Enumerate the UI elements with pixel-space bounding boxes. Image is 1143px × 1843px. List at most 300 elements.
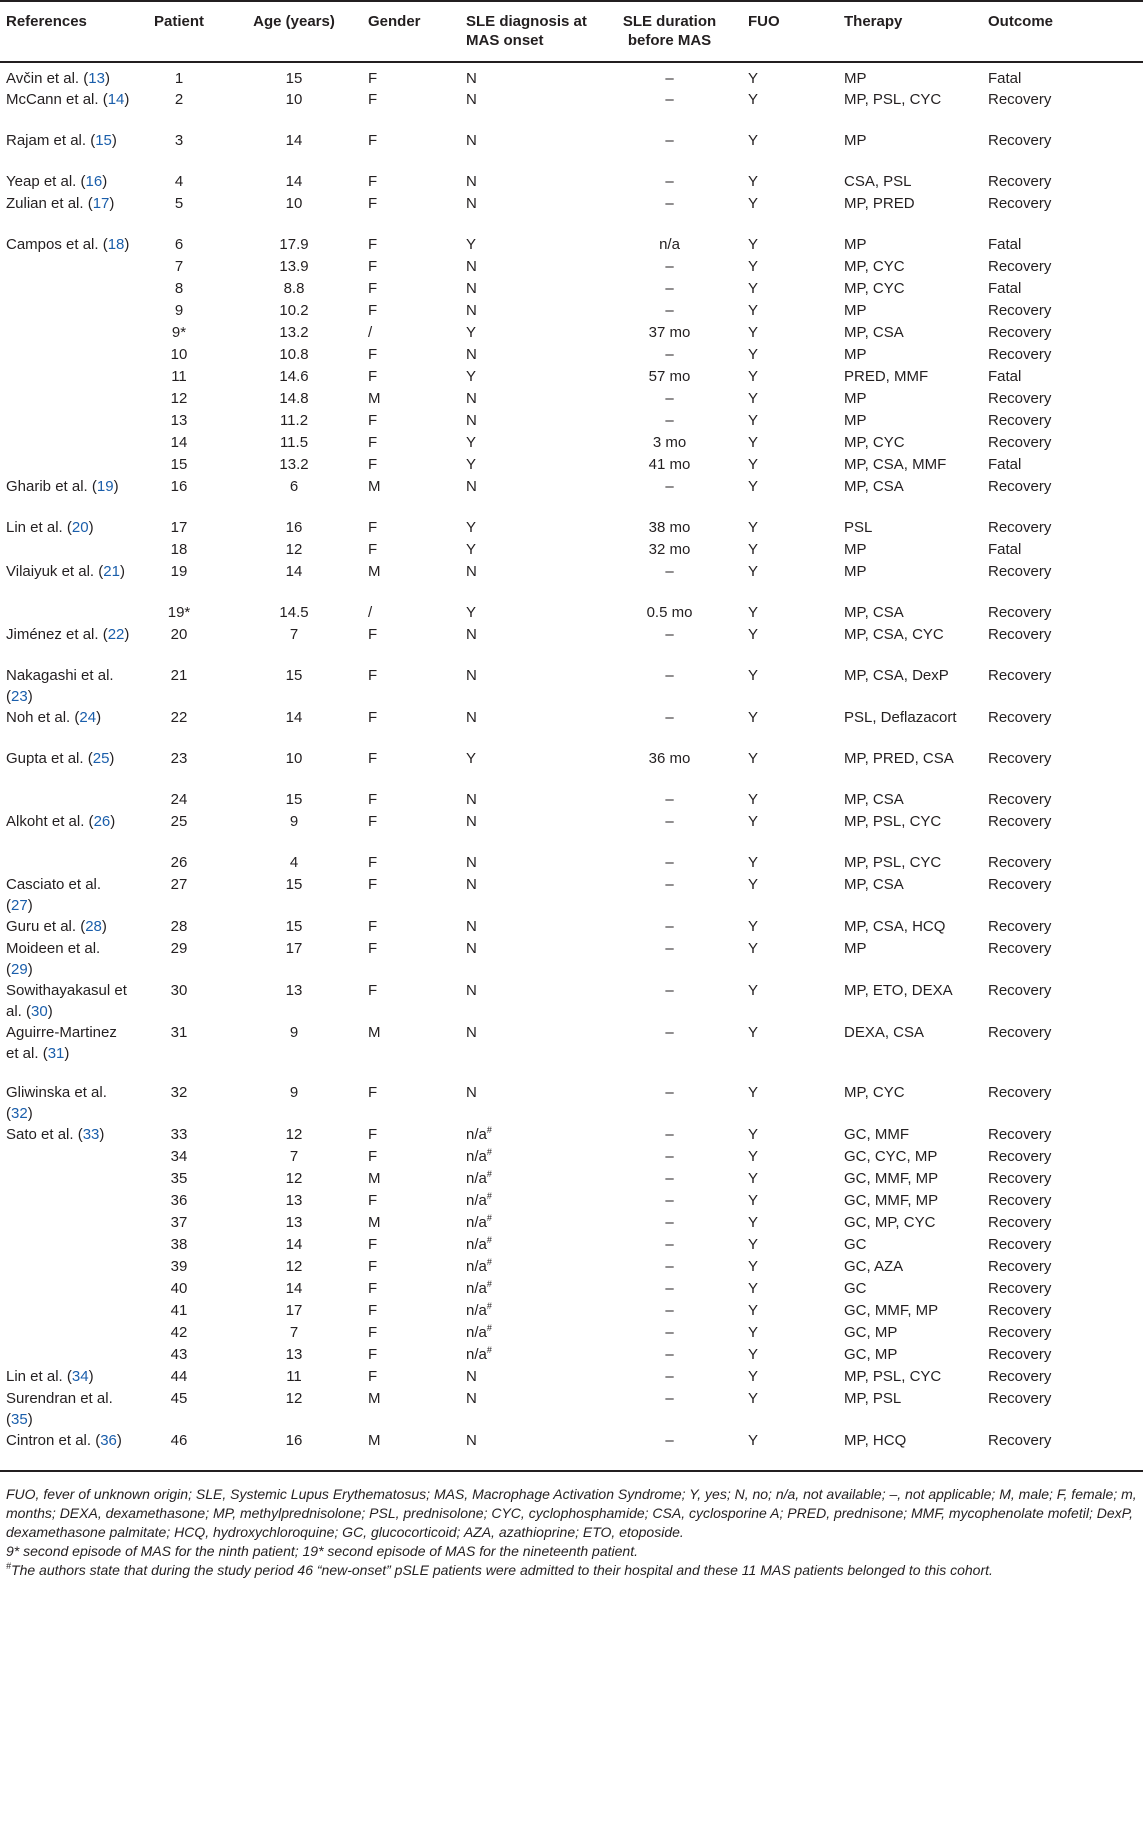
cell-therapy: MP xyxy=(844,541,867,558)
cell-gender: F xyxy=(368,1192,378,1209)
cell-sle-diagnosis xyxy=(462,366,595,388)
cell-therapy: MP, ETO, DEXA xyxy=(844,982,953,999)
cell-therapy: MP, CSA xyxy=(844,791,904,808)
cell-therapy: MP, CSA xyxy=(844,478,904,495)
cell-patient: 14 xyxy=(170,434,188,451)
sle-diagnosis-value: N xyxy=(466,626,477,643)
cell-sle-duration: – xyxy=(665,982,674,999)
cell-therapy: MP, CSA xyxy=(844,604,904,621)
cell-fuo: Y xyxy=(748,1214,759,1231)
cell-patient: 44 xyxy=(170,1368,188,1385)
cell-sle-diagnosis xyxy=(462,517,595,539)
sle-diagnosis-value: n/a xyxy=(466,1214,487,1231)
table-row xyxy=(0,278,1143,300)
cell-reference: Alkoht et al. (26) xyxy=(6,813,116,830)
table-row xyxy=(0,454,1143,476)
reference-authors: Sowithayakasul et al. xyxy=(6,982,127,1020)
reference-citation-link: 16 xyxy=(85,173,103,190)
table-row xyxy=(0,89,1143,130)
sle-diagnosis-value: Y xyxy=(466,519,477,536)
cell-outcome: Recovery xyxy=(988,1236,1052,1253)
cell-outcome: Recovery xyxy=(988,709,1052,726)
table-row xyxy=(0,980,1143,1022)
cell-reference: Nakagashi et al. (23) xyxy=(6,667,114,705)
cell-fuo: Y xyxy=(748,541,759,558)
cell-outcome: Recovery xyxy=(988,324,1052,341)
sle-diagnosis-value: N xyxy=(466,1432,477,1449)
cell-therapy: GC, MP xyxy=(844,1324,898,1341)
cell-sle-diagnosis xyxy=(462,1366,595,1388)
cell-patient: 6 xyxy=(174,236,184,253)
cell-reference: Sowithayakasul et al. (30) xyxy=(6,982,127,1020)
sle-diagnosis-value: Y xyxy=(466,541,477,558)
sle-diagnosis-value: n/a xyxy=(466,1302,487,1319)
cell-gender: M xyxy=(368,563,381,580)
cell-reference: Aguirre-Martinez et al. (31) xyxy=(6,1024,117,1062)
footnote-mark: # xyxy=(486,1235,492,1245)
reference-authors: Cintron et al. xyxy=(6,1432,92,1449)
cell-sle-diagnosis xyxy=(462,980,595,1022)
cell-reference: McCann et al. (14) xyxy=(6,91,130,108)
cell-therapy: MP, CYC xyxy=(844,280,905,297)
cell-reference xyxy=(0,1344,134,1366)
cell-outcome: Recovery xyxy=(988,918,1052,935)
cell-outcome: Recovery xyxy=(988,132,1052,149)
cell-sle-diagnosis xyxy=(462,1146,595,1168)
cell-outcome: Recovery xyxy=(988,390,1052,407)
cell-patient: 19 xyxy=(170,563,188,580)
cell-gender: F xyxy=(368,667,378,684)
table-footnotes xyxy=(0,1472,1143,1580)
cell-sle-duration: – xyxy=(665,709,674,726)
sle-diagnosis-value: N xyxy=(466,70,477,87)
cell-therapy: MP, PSL, CYC xyxy=(844,854,942,871)
cell-age: 14 xyxy=(285,1280,303,1297)
reference-authors: Gharib et al. xyxy=(6,478,88,495)
cell-age: 9 xyxy=(289,1024,299,1041)
reference-citation-link: 25 xyxy=(92,750,110,767)
reference-authors: Yeap et al. xyxy=(6,173,77,190)
cell-age: 8.8 xyxy=(283,280,305,297)
header-references: References xyxy=(0,1,134,62)
cell-age: 7 xyxy=(289,1324,299,1341)
cell-sle-duration: 0.5 mo xyxy=(646,604,693,621)
cell-reference xyxy=(0,256,134,278)
cell-sle-diagnosis xyxy=(462,171,595,193)
cell-sle-diagnosis xyxy=(462,89,595,130)
table-row xyxy=(0,1212,1143,1234)
cell-fuo: Y xyxy=(748,709,759,726)
reference-citation-link: 28 xyxy=(85,918,102,935)
cell-sle-diagnosis xyxy=(462,476,595,517)
cell-sle-diagnosis xyxy=(462,410,595,432)
cell-therapy: GC xyxy=(844,1280,867,1297)
reference-authors: Rajam et al. xyxy=(6,132,87,149)
cell-outcome: Recovery xyxy=(988,563,1052,580)
cell-age: 15 xyxy=(285,70,303,87)
cell-reference xyxy=(0,852,134,874)
cell-fuo: Y xyxy=(748,1390,759,1407)
cell-sle-diagnosis xyxy=(462,1388,595,1430)
cell-outcome: Recovery xyxy=(988,982,1052,999)
table-row xyxy=(0,1430,1143,1471)
cell-sle-diagnosis xyxy=(462,602,595,624)
cell-reference xyxy=(0,1146,134,1168)
cell-therapy: MP, CYC xyxy=(844,1084,905,1101)
header-sle-duration: SLE duration before MAS xyxy=(595,1,744,62)
cell-reference xyxy=(0,278,134,300)
cell-age: 7 xyxy=(289,1148,299,1165)
reference-authors: Alkoht et al. xyxy=(6,813,85,830)
table-row xyxy=(0,300,1143,322)
cell-outcome: Fatal xyxy=(988,280,1022,297)
cell-age: 4 xyxy=(289,854,299,871)
cell-gender: F xyxy=(368,412,378,429)
sle-diagnosis-value: N xyxy=(466,258,477,275)
sle-diagnosis-value: N xyxy=(466,195,477,212)
reference-citation-link: 34 xyxy=(71,1368,89,1385)
cell-sle-duration: – xyxy=(665,854,674,871)
cell-outcome: Recovery xyxy=(988,195,1052,212)
cell-patient: 16 xyxy=(170,478,188,495)
cell-gender: F xyxy=(368,918,378,935)
cell-age: 15 xyxy=(285,918,303,935)
cell-age: 11.2 xyxy=(279,412,309,429)
cell-gender: F xyxy=(368,195,378,212)
cell-gender: F xyxy=(368,236,378,253)
cell-therapy: MP, CSA, HCQ xyxy=(844,918,946,935)
cell-age: 16 xyxy=(285,519,303,536)
cell-outcome: Recovery xyxy=(988,667,1052,684)
cell-gender: F xyxy=(368,280,378,297)
cell-patient: 20 xyxy=(170,626,188,643)
cell-fuo: Y xyxy=(748,626,759,643)
cell-gender: F xyxy=(368,1126,378,1143)
cell-fuo: Y xyxy=(748,258,759,275)
reference-authors: Zulian et al. xyxy=(6,195,84,212)
cell-sle-diagnosis xyxy=(462,300,595,322)
cell-age: 9 xyxy=(289,1084,299,1101)
cell-reference: Avčin et al. (13) xyxy=(6,70,110,87)
cell-age: 11 xyxy=(286,1368,302,1385)
sle-diagnosis-value: N xyxy=(466,854,477,871)
reference-citation-link: 32 xyxy=(11,1105,28,1122)
cell-outcome: Recovery xyxy=(988,1084,1052,1101)
cell-sle-duration: – xyxy=(665,1148,674,1165)
sle-diagnosis-value: N xyxy=(466,390,477,407)
sle-diagnosis-value: N xyxy=(466,940,477,957)
reference-citation-link: 35 xyxy=(11,1411,28,1428)
reference-citation-link: 33 xyxy=(82,1126,100,1143)
cell-sle-diagnosis xyxy=(462,1212,595,1234)
cell-age: 13.2 xyxy=(279,324,309,341)
cell-outcome: Recovery xyxy=(988,854,1052,871)
reference-authors: Casciato et al. xyxy=(6,876,102,893)
table-row xyxy=(0,811,1143,852)
cell-fuo: Y xyxy=(748,132,759,149)
cell-patient: 25 xyxy=(170,813,188,830)
footnote-hash-mark: # xyxy=(6,1561,12,1571)
table-row xyxy=(0,1300,1143,1322)
cell-outcome: Recovery xyxy=(988,750,1052,767)
cell-fuo: Y xyxy=(748,1126,759,1143)
cell-patient: 1 xyxy=(174,70,184,87)
cell-outcome: Recovery xyxy=(988,1170,1052,1187)
cell-gender: F xyxy=(368,1280,378,1297)
sle-diagnosis-value: Y xyxy=(466,236,477,253)
table-row xyxy=(0,938,1143,980)
cell-sle-diagnosis xyxy=(462,278,595,300)
cell-patient: 5 xyxy=(174,195,184,212)
cell-reference xyxy=(0,322,134,344)
cell-therapy: MP, CSA, MMF xyxy=(844,456,947,473)
cell-therapy: MP, CYC xyxy=(844,434,905,451)
cell-sle-diagnosis xyxy=(462,561,595,602)
cell-patient: 4 xyxy=(174,173,184,190)
cell-gender: F xyxy=(368,1346,378,1363)
header-sle-diagnosis: SLE diagnosis at MAS onset xyxy=(462,1,595,62)
cell-patient: 31 xyxy=(170,1024,188,1041)
cell-sle-duration: – xyxy=(665,563,674,580)
cell-reference xyxy=(0,1190,134,1212)
cell-sle-duration: – xyxy=(665,918,674,935)
cell-outcome: Recovery xyxy=(988,258,1052,275)
cell-sle-duration: – xyxy=(665,195,674,212)
cell-therapy: MP, CYC xyxy=(844,258,905,275)
cell-patient: 3 xyxy=(174,132,184,149)
reference-citation-link: 26 xyxy=(93,813,111,830)
cell-sle-diagnosis xyxy=(462,1234,595,1256)
cell-reference xyxy=(0,1168,134,1190)
reference-citation-link: 19 xyxy=(96,478,114,495)
cell-outcome: Recovery xyxy=(988,1390,1052,1407)
table-row xyxy=(0,432,1143,454)
cell-sle-duration: 38 mo xyxy=(648,519,691,536)
sle-diagnosis-value: N xyxy=(466,813,477,830)
cell-fuo: Y xyxy=(748,390,759,407)
table-row xyxy=(0,410,1143,432)
cell-therapy: PSL, Deflazacort xyxy=(844,709,957,726)
cell-patient: 22 xyxy=(170,709,188,726)
cell-patient: 42 xyxy=(170,1324,188,1341)
cell-fuo: Y xyxy=(748,854,759,871)
cell-sle-diagnosis xyxy=(462,1190,595,1212)
cell-outcome: Recovery xyxy=(988,346,1052,363)
cell-therapy: MP, PSL xyxy=(844,1390,902,1407)
cell-patient: 10 xyxy=(170,346,188,363)
cell-patient: 9 xyxy=(174,302,184,319)
sle-diagnosis-value: N xyxy=(466,876,477,893)
cell-outcome: Fatal xyxy=(988,368,1022,385)
cell-reference: Lin et al. (34) xyxy=(6,1368,94,1385)
cell-reference xyxy=(0,1322,134,1344)
sle-diagnosis-value: N xyxy=(466,1024,477,1041)
table-row xyxy=(0,344,1143,366)
table-row xyxy=(0,789,1143,811)
reference-authors: Sato et al. xyxy=(6,1126,74,1143)
cell-therapy: GC, CYC, MP xyxy=(844,1148,938,1165)
cell-patient: 46 xyxy=(170,1432,188,1449)
header-patient: Patient xyxy=(134,1,224,62)
cell-sle-diagnosis xyxy=(462,938,595,980)
cell-reference xyxy=(0,388,134,410)
sle-diagnosis-value: N xyxy=(466,173,477,190)
cell-patient: 35 xyxy=(170,1170,188,1187)
table-row xyxy=(0,1190,1143,1212)
table-row xyxy=(0,1278,1143,1300)
cell-sle-duration: – xyxy=(665,1258,674,1275)
sle-diagnosis-value: Y xyxy=(466,456,477,473)
cell-therapy: MP, HCQ xyxy=(844,1432,907,1449)
cell-sle-diagnosis xyxy=(462,1168,595,1190)
sle-diagnosis-value: N xyxy=(466,412,477,429)
table-row xyxy=(0,193,1143,234)
cell-fuo: Y xyxy=(748,195,759,212)
cell-reference xyxy=(0,602,134,624)
cell-age: 17 xyxy=(285,1302,303,1319)
cell-age: 17.9 xyxy=(279,236,309,253)
cell-sle-duration: – xyxy=(665,258,674,275)
cell-patient: 17 xyxy=(170,519,188,536)
cell-gender: F xyxy=(368,258,378,275)
cell-gender: M xyxy=(368,1390,381,1407)
cell-patient: 21 xyxy=(170,667,188,684)
cell-sle-diagnosis xyxy=(462,322,595,344)
sle-diagnosis-value: N xyxy=(466,918,477,935)
reference-citation-link: 23 xyxy=(11,688,28,705)
cell-age: 6 xyxy=(289,478,299,495)
cell-reference xyxy=(0,366,134,388)
cell-outcome: Recovery xyxy=(988,173,1052,190)
cell-sle-diagnosis xyxy=(462,62,595,89)
cell-fuo: Y xyxy=(748,813,759,830)
cell-reference: Gharib et al. (19) xyxy=(6,478,119,495)
cell-sle-diagnosis xyxy=(462,388,595,410)
footnote-mark: # xyxy=(486,1125,492,1135)
cell-outcome: Fatal xyxy=(988,70,1022,87)
cell-sle-diagnosis xyxy=(462,624,595,665)
cell-reference: Sato et al. (33) xyxy=(6,1126,105,1143)
cell-reference xyxy=(0,410,134,432)
cell-gender: F xyxy=(368,368,378,385)
cell-gender: F xyxy=(368,346,378,363)
cell-gender: F xyxy=(368,1236,378,1253)
header-gender: Gender xyxy=(364,1,462,62)
cell-outcome: Recovery xyxy=(988,791,1052,808)
cell-sle-duration: – xyxy=(665,1302,674,1319)
table-row xyxy=(0,1124,1143,1146)
header-therapy: Therapy xyxy=(840,1,984,62)
reference-citation-link: 20 xyxy=(71,519,89,536)
cell-therapy: GC, MMF, MP xyxy=(844,1192,939,1209)
cell-age: 13.9 xyxy=(279,258,309,275)
footnote-mark: # xyxy=(486,1213,492,1223)
cell-fuo: Y xyxy=(748,667,759,684)
table-row xyxy=(0,322,1143,344)
table-row xyxy=(0,874,1143,916)
cell-age: 14.6 xyxy=(279,368,309,385)
table-row xyxy=(0,707,1143,748)
cell-patient: 32 xyxy=(170,1084,188,1101)
cell-patient: 39 xyxy=(170,1258,188,1275)
cell-age: 9 xyxy=(289,813,299,830)
cell-sle-duration: – xyxy=(665,1126,674,1143)
cell-fuo: Y xyxy=(748,412,759,429)
footnote-hash-text: The authors state that during the study period 46 “new-onset” pSLE patients were admitted to their hospital and these 11 MAS patients belonged to this cohort. xyxy=(11,1562,993,1578)
cell-sle-diagnosis xyxy=(462,852,595,874)
reference-authors: Jiménez et al. xyxy=(6,626,99,643)
cell-gender: / xyxy=(368,324,373,341)
sle-diagnosis-value: N xyxy=(466,563,477,580)
cell-fuo: Y xyxy=(748,478,759,495)
header-row xyxy=(0,1,1143,62)
cell-sle-diagnosis xyxy=(462,1278,595,1300)
cell-sle-diagnosis xyxy=(462,130,595,171)
table-row xyxy=(0,602,1143,624)
cell-reference xyxy=(0,1212,134,1234)
reference-citation-link: 31 xyxy=(47,1045,65,1062)
cell-reference xyxy=(0,432,134,454)
cell-gender: M xyxy=(368,1214,381,1231)
cell-age: 14 xyxy=(285,709,303,726)
cell-fuo: Y xyxy=(748,1258,759,1275)
cell-sle-duration: – xyxy=(665,1170,674,1187)
cell-therapy: MP, PRED xyxy=(844,195,915,212)
cell-sle-duration: – xyxy=(665,302,674,319)
header-outcome: Outcome xyxy=(984,1,1143,62)
cell-therapy: GC xyxy=(844,1236,867,1253)
cell-reference xyxy=(0,1256,134,1278)
sle-diagnosis-value: N xyxy=(466,1368,477,1385)
cell-therapy: MP xyxy=(844,132,867,149)
footnote-mark: # xyxy=(486,1279,492,1289)
cell-age: 10.2 xyxy=(279,302,309,319)
footnote-second-episode: 9* second episode of MAS for the ninth patient; 19* second episode of MAS for the nineteenth patient. xyxy=(6,1543,638,1559)
cell-sle-diagnosis xyxy=(462,811,595,852)
cell-therapy: MP, PSL, CYC xyxy=(844,813,942,830)
cell-fuo: Y xyxy=(748,368,759,385)
cell-outcome: Fatal xyxy=(988,456,1022,473)
reference-citation-link: 15 xyxy=(95,132,112,149)
cell-sle-duration: – xyxy=(665,626,674,643)
cell-patient: 34 xyxy=(170,1148,188,1165)
cell-fuo: Y xyxy=(748,918,759,935)
cell-fuo: Y xyxy=(748,791,759,808)
cell-outcome: Recovery xyxy=(988,876,1052,893)
cell-reference: Vilaiyuk et al. (21) xyxy=(6,563,125,580)
cell-fuo: Y xyxy=(748,1346,759,1363)
cell-patient: 18 xyxy=(170,541,188,558)
cell-patient: 33 xyxy=(170,1126,188,1143)
cell-age: 12 xyxy=(285,541,303,558)
cell-outcome: Recovery xyxy=(988,1324,1052,1341)
cell-patient: 9* xyxy=(171,324,187,341)
table-row xyxy=(0,1256,1143,1278)
cell-sle-diagnosis xyxy=(462,539,595,561)
table-row xyxy=(0,256,1143,278)
sle-diagnosis-value: n/a xyxy=(466,1126,487,1143)
sle-diagnosis-value: N xyxy=(466,346,477,363)
cell-age: 14 xyxy=(285,173,303,190)
cell-gender: F xyxy=(368,626,378,643)
cell-sle-duration: – xyxy=(665,1368,674,1385)
cell-therapy: MP xyxy=(844,236,867,253)
cell-outcome: Recovery xyxy=(988,519,1052,536)
cell-fuo: Y xyxy=(748,1368,759,1385)
cell-fuo: Y xyxy=(748,1192,759,1209)
cell-outcome: Recovery xyxy=(988,478,1052,495)
reference-authors: Gliwinska et al. xyxy=(6,1084,107,1101)
